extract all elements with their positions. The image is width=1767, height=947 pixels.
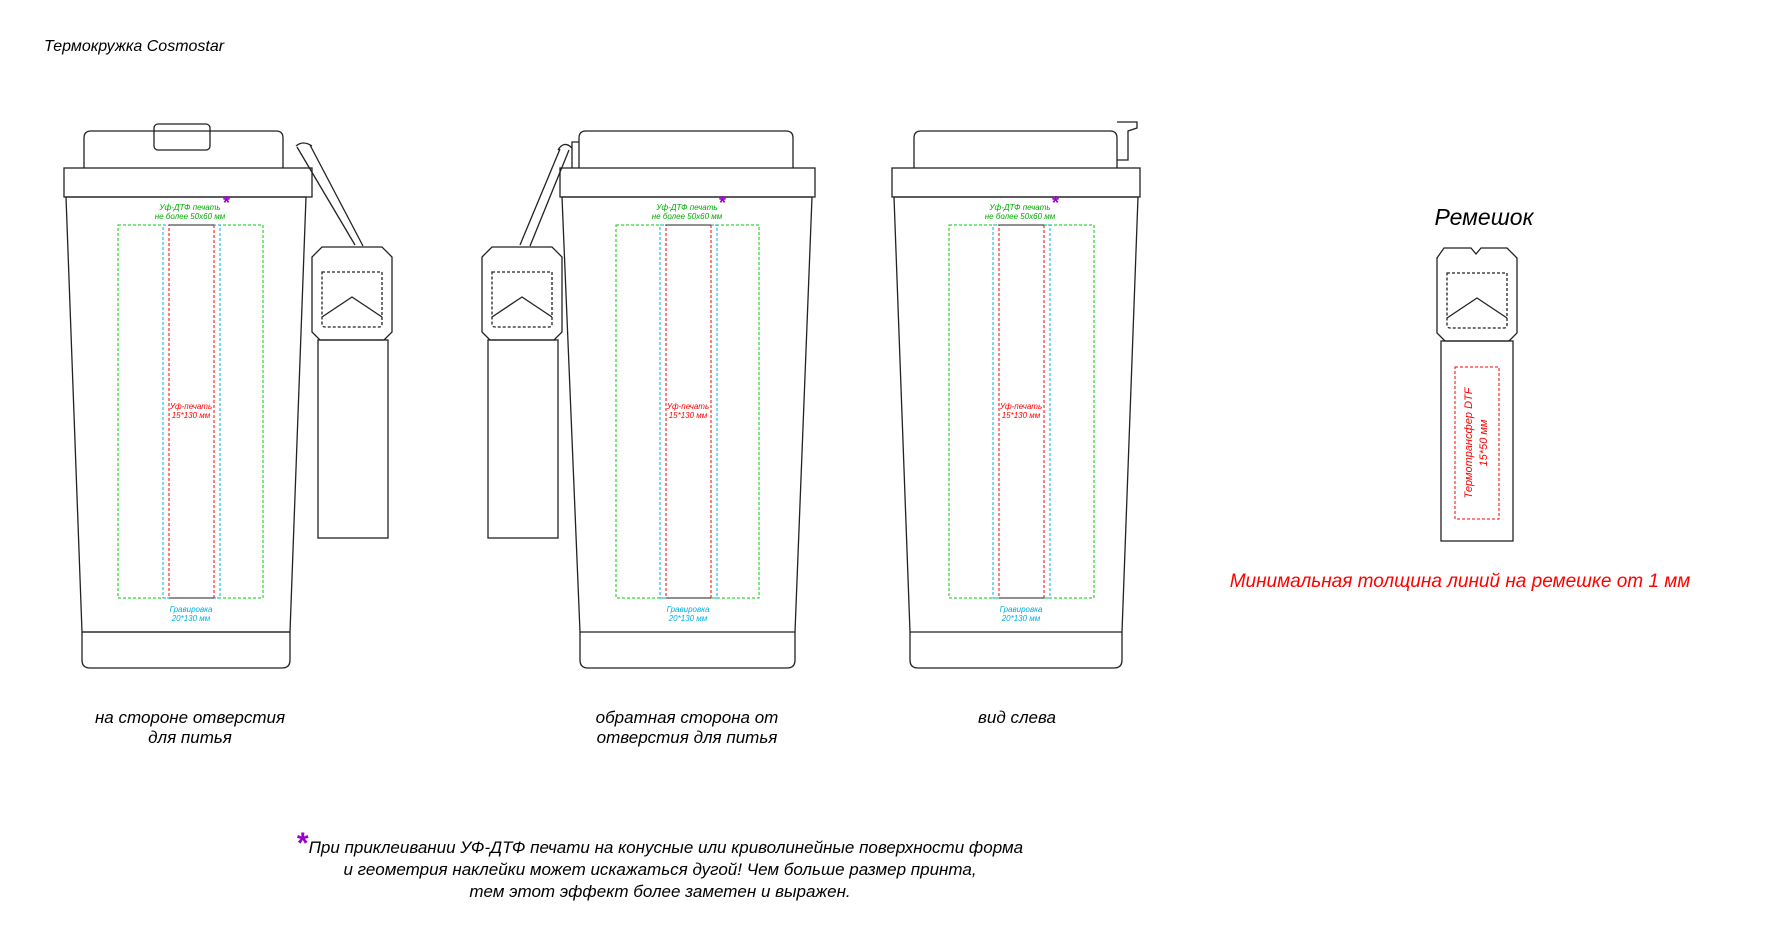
caption-front-view: на стороне отверстия для питья — [94, 708, 286, 747]
cup-2-strap-tag-window — [492, 272, 552, 327]
footnote-line-3: тем этот эффект более заметен и выражен. — [469, 882, 851, 901]
engraving-label-1: Гравировка 20*130 мм — [169, 605, 213, 623]
uv-dtf-star-1: * — [223, 193, 231, 213]
caption-back-view: обратная сторона от отверстия для питья — [595, 708, 779, 747]
cup-1-strap-tag-fold — [322, 297, 382, 317]
cup-1-strap-cord — [297, 145, 363, 246]
cup-3-lid — [914, 131, 1117, 168]
footnote — [200, 827, 1120, 903]
cup-2-strap-tag — [482, 247, 562, 340]
cup-1-lid-button — [154, 124, 210, 150]
cup-2-lid-ring — [560, 168, 815, 197]
strap-tag — [1437, 248, 1517, 341]
strap-min-line-note: Минимальная толщина линий на ремешке от 1 мм — [1229, 571, 1691, 592]
engraving-label-3: Гравировка 20*130 мм — [999, 605, 1043, 623]
uv-dtf-label-1: Уф-ДТФ печать не более 50х60 мм — [154, 203, 226, 221]
cup-2-lid — [579, 131, 793, 168]
uv-dtf-star-2: * — [719, 193, 727, 213]
uv-dtf-label-2: Уф-ДТФ печать не более 50х60 мм — [651, 203, 723, 221]
cup-1-lid-ring — [64, 168, 312, 197]
cup-2-lid-notch — [572, 142, 579, 168]
cup-1-strap-tag — [312, 247, 392, 340]
cup-1-base — [82, 632, 290, 668]
uv-dtf-star-3: * — [1052, 193, 1060, 213]
uv-print-label-3: Уф-печать 15*130 мм — [999, 402, 1043, 420]
uv-print-label-1: Уф-печать 15*130 мм — [169, 402, 213, 420]
cup-3-spout — [1117, 122, 1137, 160]
footnote-line-2: и геометрия наклейки может искажаться дугой! Чем больше размер принта, — [343, 860, 977, 879]
uv-print-label-2: Уф-печать 15*130 мм — [666, 402, 710, 420]
uv-dtf-label-3: Уф-ДТФ печать не более 50х60 мм — [984, 203, 1056, 221]
strap-transfer-label-2: 15*50 мм — [1478, 419, 1490, 467]
cup-2-strap-band — [488, 340, 558, 538]
engraving-label-2: Гравировка 20*130 мм — [666, 605, 710, 623]
cup-1-strap-tag-window — [322, 272, 382, 327]
cup-2-strap-tag-fold — [492, 297, 552, 317]
strap-detail — [1437, 248, 1517, 541]
strap-transfer-label-1: Термотрансфер DTF — [1463, 387, 1475, 499]
footnote-star: * — [296, 827, 309, 860]
footnote-line-1: При приклеивании УФ-ДТФ печати на конусные или криволинейные поверхности форма — [308, 838, 1024, 857]
cup-3-lid-ring — [892, 168, 1140, 197]
caption-left-view: вид слева — [978, 708, 1056, 727]
strap-dtf-zone — [1455, 367, 1499, 519]
cup-2-base — [580, 632, 795, 668]
strap-tag-window — [1447, 273, 1507, 328]
cup-1-strap-band — [318, 340, 388, 538]
strap-tag-fold — [1447, 298, 1507, 318]
page-title: Термокружка Cosmostar — [44, 38, 225, 55]
strap-title: Ремешок — [1434, 204, 1534, 230]
strap-band — [1441, 341, 1513, 541]
cup-3-base — [910, 632, 1122, 668]
